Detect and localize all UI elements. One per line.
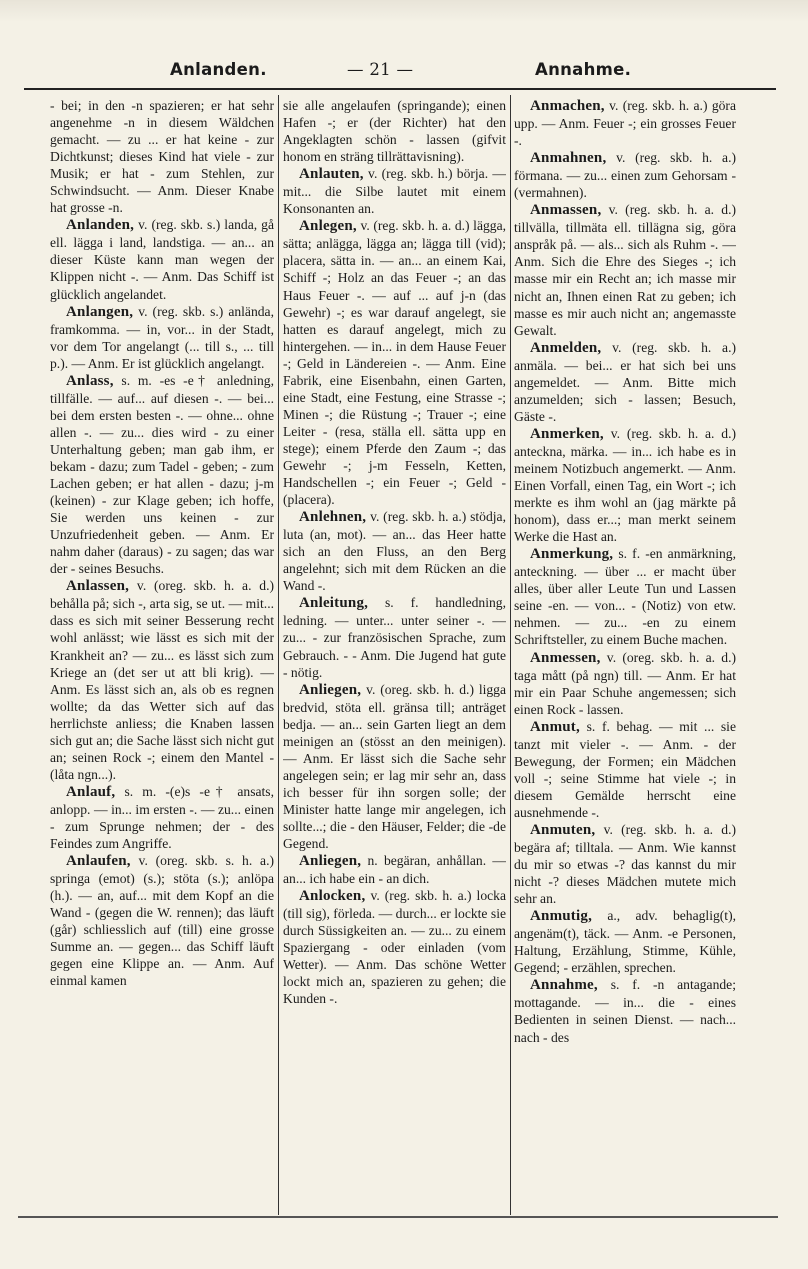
headword: Anmelden, (530, 339, 602, 356)
headword: Anlegen, (299, 218, 357, 235)
headword: Anliegen, (299, 853, 362, 870)
entry-definition: v. (oreg. skb. h. d.) ligga bredvid, stöta ell. gränsa till; anträget bedja. — an... sein Garten liegt an dem meinigen an (stösst an den meinigen). — Anm. Er lässt sich die Sache sehr angelegen sein; er lag mir sehr an, dass ich besser für ihn sorgen solle; der Minister hatte lange mir angelegen, ich sollte...; die - den Häuser, Felder; die -de Gegend. (283, 681, 506, 852)
entry-definition: v. (reg. skb. h. a.) förmana. — zu... einen zum Gehorsam - (vermahnen). (514, 150, 736, 201)
entry-definition: v. (reg. skb. h. a.) stödja, luta (an, mot). — an... das Heer hatte sich an den Fluss, an den Berg angelehnt; sich mit dem Rücken an die Wand -. (283, 509, 506, 594)
headword: Anmessen, (530, 649, 601, 666)
column-1 (50, 97, 274, 1215)
footer-rule (18, 1216, 778, 1218)
entry-definition: v. (reg. skb. s.) anlända, framkomma. — in, vor... in der Stadt, vor dem Tor angelangt (... till s., ... till p.). — Anm. Er ist glücklich angelangt. (50, 303, 274, 371)
dictionary-entry (283, 97, 506, 165)
dictionary-entry (514, 976, 736, 1045)
headword: Anlanden, (66, 217, 135, 234)
headword: Anlaufen, (66, 853, 131, 870)
entry-definition: a., adv. behaglig(t), angenäm(t), täck. — Anm. -e Personen, Haltung, Erzählung, Stimme, Kühle, Gegend; - erzählen, sprechen. (514, 908, 736, 976)
entry-definition: v. (reg. skb. h. a. d.) begära af; tilltala. — Anm. Wie kannst du mir so etwas -? das kannst du mir nicht -? dieses Mädchen mutete mich sehr an. (514, 821, 736, 907)
headword: Anmachen, (530, 98, 605, 114)
column-3 (514, 97, 736, 1215)
entry-definition: s. f. -n antagande; mottagande. — in... die - eines Bedienten in seinen Dienst. — nach... nach - des (514, 977, 736, 1045)
dictionary-entry (514, 545, 736, 648)
entry-definition: s. m. -(e)s -e† ansats, anlopp. — in... im ersten -. — zu... einen - zum Sprunge nehmen; der - des Feindes zum Angriffe. (50, 783, 274, 852)
column-2 (283, 97, 506, 1215)
dictionary-entry (283, 681, 506, 852)
dictionary-entry (50, 303, 274, 372)
entry-definition: s. f. -en anmärkning, anteckning. — über ... er macht über alles, über aller Leute Tun und Lassen seine -en. — von... - (Notiz) von etw. nehmen. — zu... -en zu einem Schriftsteller, zu einem Buche machen. (514, 546, 736, 648)
headword: Anmutig, (530, 908, 593, 925)
headword: Anmassen, (530, 202, 602, 219)
header-last-word: Annahme. (535, 60, 632, 79)
entry-definition: s. f. handledning, ledning. — unter... unter seiner -. — zu... - zur französischen Sprache, zum Gebrauch. - - Anm. Die Jugend hat gute - nötig. (283, 595, 506, 680)
entry-definition: s. m. -es -e† anledning, tillfälle. — auf... auf diesen -. — bei... bei dem ersten besten -. — ohne... ohne allen -. — zu... dies wird - zu einer Unterhaltung geben; man gab ihm, er bekam - dazu; zum Tadel - geben; - zum Lachen geben; er hat allen - dazu; j-m (keinen) - zur Klage geben; ich hoffe, Sie werden uns keinen - zur Unzufriedenheit geben. — Anm. Er nahm daher (daraus) - zu sagen; das war der - seines Besuchs. (50, 372, 274, 577)
headword: Anlangen, (66, 303, 134, 320)
dictionary-entry (50, 577, 274, 783)
header-rule (24, 88, 776, 90)
headword: Anmerkung, (530, 546, 614, 563)
dictionary-entry (283, 508, 506, 594)
headword: Anmerken, (530, 425, 604, 442)
entry-definition: n. begäran, anhållan. — an... ich habe ein - an dich. (283, 853, 506, 887)
dictionary-entry (514, 149, 736, 201)
dictionary-entry (514, 718, 736, 821)
headword: Anlauf, (66, 783, 116, 800)
entry-definition: s. f. behag. — mit ... sie tanzt mit vieler -. — Anm. - der Bewegung, der Formen; ein Mädchen voll -; seine Stimme hat viele -; in diesem Gemälde herrscht eine ausnehmende -. (514, 718, 736, 820)
dictionary-entry (514, 97, 736, 149)
dictionary-entry (283, 165, 506, 217)
column-divider-1 (278, 95, 279, 1215)
entry-definition: sie alle angelaufen (springande); einen Hafen -; er (der Richter) hat den Angeklagten schön - lassen (gifvit honom en sträng tillrättavisning). (283, 98, 506, 165)
running-header (55, 60, 755, 86)
headword: Anleitung, (299, 595, 369, 612)
headword: Anlauten, (299, 166, 364, 183)
dictionary-entry (514, 201, 736, 338)
headword: Anlehnen, (299, 509, 367, 526)
headword: Anlass, (66, 372, 114, 389)
page-number: — 21 — (347, 60, 414, 79)
entry-definition: v. (reg. skb. h. a.) locka (till sig), förleda. — durch... er lockte sie durch Süssigkeiten an. — zu... zu einem Spaziergang - oder einladen (vom Wetter). — Anm. Das schöne Wetter lockt mich an, spazieren zu gehen; die Kunden -. (283, 888, 506, 1007)
entry-definition: v. (oreg. skb. s. h. a.) springa (emot) (s.); stöta (s.); anlöpa (h.). — an, auf... mit dem Kopf an die Wand - (gegen die W. rennen); das läuft (går) schliesslich auf (till) eine grosse Summe an. — gegen... das Schiff läuft gegen eine Klippe an. — Anm. Auf einmal kamen (50, 853, 274, 989)
header-first-word: Anlanden. (170, 60, 267, 79)
dictionary-entry (283, 217, 506, 508)
dictionary-entry (283, 852, 506, 887)
dictionary-entry (514, 425, 736, 545)
entry-definition: v. (reg. skb. h. a. d.) anteckna, märka. — in... ich habe es in meinem Notizbuch angemerkt. — Anm. Einen Vorfall, einen Tag, ein Wort -; ich merkte es ihm wohl an (jag märkte på honom), dass er...; man merkt seinem Werke die Hast an. (514, 425, 736, 545)
dictionary-entry (283, 887, 506, 1007)
dictionary-entry (50, 216, 274, 302)
dictionary-entry (514, 821, 736, 907)
entry-definition: v. (reg. skb. h. a. d.) lägga, sätta; anlägga, lägga an; lägga till (vid); placera, sätta in. — an... an einem Kai, Schiff -; Holz an das Feuer -; an das Haus Feuer -. — auf ... auf j-n (das Gewehr) -; es war darauf angelegt, sie hatten es darauf angelegt, mich zu hintergehen. — in... in dem Hause Feuer -; Geld in Ländereien -. — Anm. Eine Fabrik, eine Eisenbahn, einen Garten, eine Stadt, eine Festung, eine Strasse -; Minen -; die Rüstung -; Trauer -; eine Leiter - (resa, ställa ell. sätta upp en stege); einem Pferde den Zaum -; das Gewehr -; j-m Fesseln, Ketten, Handschellen -; ein Feuer -; Geld - (placera). (283, 218, 506, 508)
headword: Anmut, (530, 718, 580, 735)
headword: Annahme, (530, 977, 598, 994)
headword: Anmahnen, (530, 150, 607, 167)
page-top-edge (0, 0, 808, 22)
entry-definition: v. (oreg. skb. h. a. d.) taga mått (på ngn) till. — Anm. Er hat mir ein Paar Schuhe angemessen; sich einen Rock - lassen. (514, 649, 736, 717)
dictionary-entry (283, 594, 506, 680)
column-divider-2 (510, 95, 511, 1215)
entry-definition: v. (reg. skb. h. a.) göra upp. — Anm. Feuer -; ein grosses Feuer -. (514, 98, 736, 149)
entry-definition: v. (reg. skb. h.) börja. — mit... die Silbe lautet mit einem Konsonanten an. (283, 166, 506, 217)
headword: Anlocken, (299, 888, 366, 905)
dictionary-entry (514, 907, 736, 976)
entry-definition: v. (reg. skb. h. a. d.) tillvälla, tillmäta ell. tillägna sig, göra anspråk på. — als... sich als Ruhm -. — Anm. Sich die Ehre des Sieges -; ich masse mir ein Recht an; ich masse mir nicht an, Ihnen einen Rat zu geben; ich masse es mir auch nicht an; angemasste Gewalt. (514, 202, 736, 338)
dictionary-entry (514, 649, 736, 718)
headword: Anlassen, (66, 578, 130, 595)
dictionary-entry (514, 339, 736, 425)
dictionary-entry (50, 97, 274, 216)
entry-definition: - bei; in den -n spazieren; er hat sehr angenehme -n in diesem Wäldchen gemacht. — zu ... er hat keine - zur Dichtkunst; dieses Kind hat viele - zur Musik; er hat - zum Stehlen, zur Schwindsucht. — Anm. Dieser Knabe hat grosse -n. (50, 98, 274, 216)
entry-definition: v. (oreg. skb. h. a. d.) behålla på; sich -, arta sig, se ut. — mit... dass es sich mit seiner Besserung recht wohl anlässt; wie lässt es sich mit der Krankheit an? — zu... es lässt sich zum Kriege an (det ser ut att bli krig). — Anm. Es lässt sich an, als ob es regnen wollte; da das Wetter sich auf das herrlichste anliess; die Knaben lassen sich gut an; die Sache lässt sich nicht gut an; seinen Rock -; einem den Mantel - (låta ngn...). (50, 578, 274, 782)
dictionary-entry (50, 783, 274, 852)
entry-definition: v. (reg. skb. h. a.) anmäla. — bei... er hat sich bei uns angemeldet. — Anm. Bitte mich anzumelden; sich - lassen; Besuch, Gäste -. (514, 339, 736, 424)
dictionary-entry (50, 372, 274, 578)
headword: Anliegen, (299, 681, 362, 698)
headword: Anmuten, (530, 821, 596, 838)
entry-definition: v. (reg. skb. s.) landa, gå ell. lägga i land, landstiga. — an... an dieser Küste kann man wegen der Klippen nicht -. — Anm. Das Schiff ist glücklich angelandet. (50, 217, 274, 302)
dictionary-entry (50, 852, 274, 989)
